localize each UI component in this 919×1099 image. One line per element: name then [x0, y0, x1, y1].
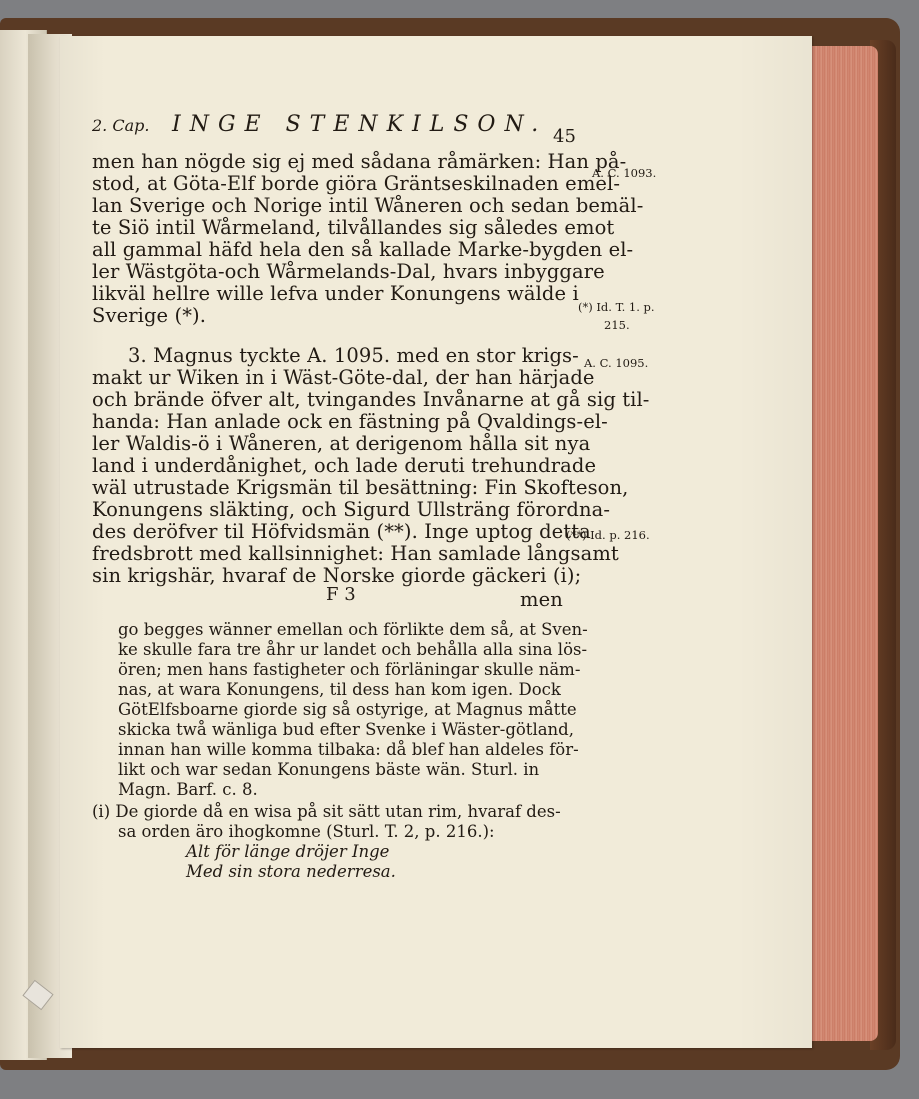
body-line: men han nögde sig ej med sådana råmärken: Han på- — [92, 150, 627, 173]
body-line: och brände öfver alt, tvingandes Invånarne at gå sig til- — [92, 388, 650, 411]
body-line: sin krigshär, hvaraf de Norske giorde gäckeri (i); — [92, 564, 582, 587]
signature-mark: F 3 — [326, 584, 356, 605]
footnote-line: Magn. Barf. c. 8. — [118, 780, 258, 799]
body-line: all gammal häfd hela den så kallade Marke-bygden el- — [92, 238, 634, 261]
body-line: te Siö intil Wårmeland, tilvållandes sig således emot — [92, 216, 615, 239]
body-line: 3. Magnus tyckte A. 1095. med en stor krigs- — [128, 344, 579, 367]
footnote-line: ören; men hans fastigheter och förläningar skulle näm- — [118, 660, 581, 679]
footnote-line: innan han wille komma tilbaka: då blef han aldeles för- — [118, 740, 579, 759]
body-line: stod, at Göta-Elf borde giöra Gräntseskilnaden emel- — [92, 172, 621, 195]
catchword: men — [520, 588, 563, 611]
body-line: makt ur Wiken in i Wäst-Göte-dal, der han härjade — [92, 366, 595, 389]
footnote-line: skicka twå wänliga bud efter Svenke i Wäster-götland, — [118, 720, 574, 739]
footnote-line: nas, at wara Konungens, til dess han kom igen. Dock — [118, 680, 561, 699]
margin-note: 215. — [604, 318, 630, 332]
body-line: ler Wästgöta-och Wårmelands-Dal, hvars inbyggare — [92, 260, 605, 283]
body-line: likväl hellre wille lefva under Konungens wälde i — [92, 282, 579, 305]
body-line: Sverige (*). — [92, 304, 207, 327]
body-line: wäl utrustade Krigsmän til besättning: Fin Skofteson, — [92, 476, 629, 499]
footnote-line: (i) De giorde då en wisa på sit sätt utan rim, hvaraf des- — [92, 802, 561, 821]
red-fore-edge — [808, 46, 878, 1041]
body-line: land i underdånighet, och lade deruti trehundrade — [92, 454, 597, 477]
footnote-line: GötElfsboarne giorde sig så ostyrige, at Magnus måtte — [118, 700, 577, 719]
verse-line: Med sin stora nederresa. — [186, 862, 396, 881]
margin-note: (**) Id. p. 216. — [566, 528, 650, 542]
footnote-line: sa orden äro ihogkomne (Sturl. T. 2, p. 216.): — [118, 822, 495, 841]
verse-line: Alt för länge dröjer Inge — [186, 842, 390, 861]
footnote-line: ke skulle fara tre åhr ur landet och behålla alla sina lös- — [118, 640, 588, 659]
body-line: Konungens släkting, och Sigurd Ullsträng förordna- — [92, 498, 611, 521]
margin-note: A. C. 1093. — [592, 166, 657, 180]
body-line: fredsbrott med kallsinnighet: Han samlade långsamt — [92, 542, 619, 565]
body-line: ler Waldis-ö i Wåneren, at derigenom hålla sit nya — [92, 432, 591, 455]
margin-note: (*) Id. T. 1. p. — [578, 300, 655, 314]
footnote-line: go begges wänner emellan och förlikte dem så, at Sven- — [118, 620, 588, 639]
body-line: des deröfver til Höfvidsmän (**). Inge uptog detta — [92, 520, 591, 543]
margin-note: A. C. 1095. — [584, 356, 649, 370]
header-title: INGE STENKILSON. — [172, 112, 548, 137]
body-line: handa: Han anlade ock en fästning på Qvaldings-el- — [92, 410, 608, 433]
page-number: 45 — [553, 126, 576, 147]
header-chapter: 2. Cap. — [92, 116, 150, 135]
body-line: lan Sverige och Norige intil Wåneren och sedan bemäl- — [92, 194, 644, 217]
footnote-line: likt och war sedan Konungens bäste wän. Sturl. in — [118, 760, 540, 779]
